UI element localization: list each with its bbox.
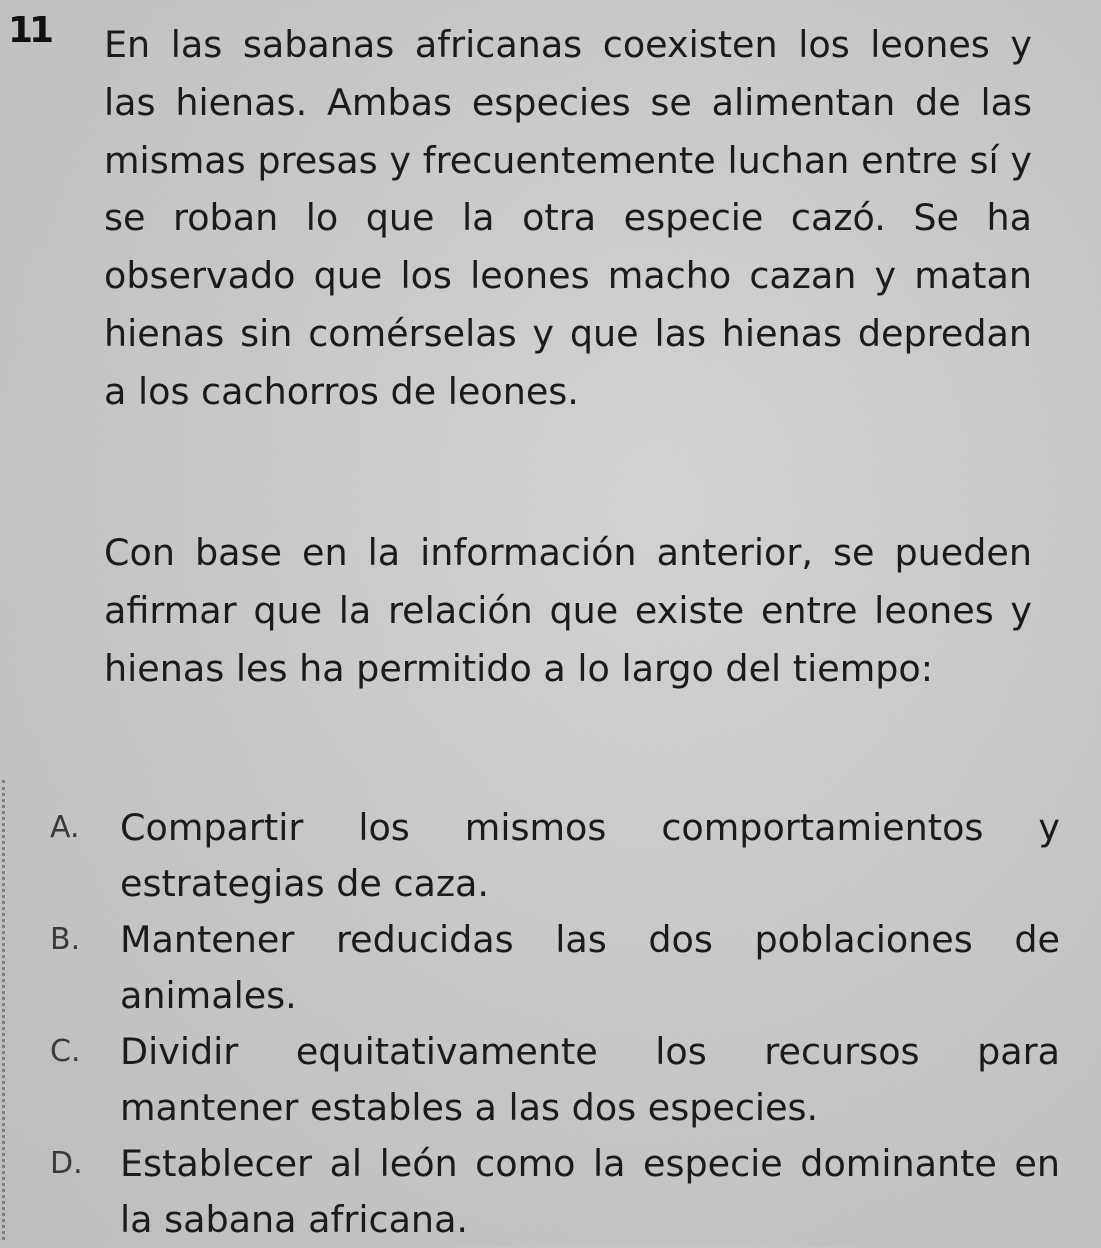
- answer-option-d[interactable]: [0, 1136, 1060, 1248]
- question-number: 11: [8, 10, 51, 51]
- question-context-paragraph: En las sabanas africanas coexisten los leones y las hienas. Ambas especies se alimentan de las mismas presas y frecuentemente luchan entre sí y se roban lo que la otra especie cazó. Se ha observado que los leones macho cazan y matan hienas sin comérselas y que las hienas depredan a los cachorros de leones.: [104, 23, 1032, 413]
- answer-options: [0, 800, 1060, 1248]
- option-letter: D.: [50, 1146, 83, 1181]
- option-letter: A.: [50, 810, 80, 845]
- question-prompt-paragraph: Con base en la información anterior, se pueden afirmar que la relación que existe entre leones y hienas les ha permitido a lo largo del tiempo:: [104, 531, 1032, 690]
- answer-option-a[interactable]: [0, 800, 1060, 912]
- option-text: Establecer al león como la especie dominante en la sabana africana.: [120, 1142, 1060, 1241]
- answer-option-b[interactable]: [0, 912, 1060, 1024]
- option-letter: B.: [50, 922, 81, 957]
- option-text: Mantener reducidas las dos poblaciones de animales.: [120, 918, 1060, 1017]
- answer-option-c[interactable]: [0, 1024, 1060, 1136]
- option-text: Compartir los mismos comportamientos y estrategias de caza.: [120, 806, 1060, 905]
- option-letter: C.: [50, 1034, 81, 1069]
- option-text: Dividir equitativamente los recursos para mantener estables a las dos especies.: [120, 1030, 1060, 1129]
